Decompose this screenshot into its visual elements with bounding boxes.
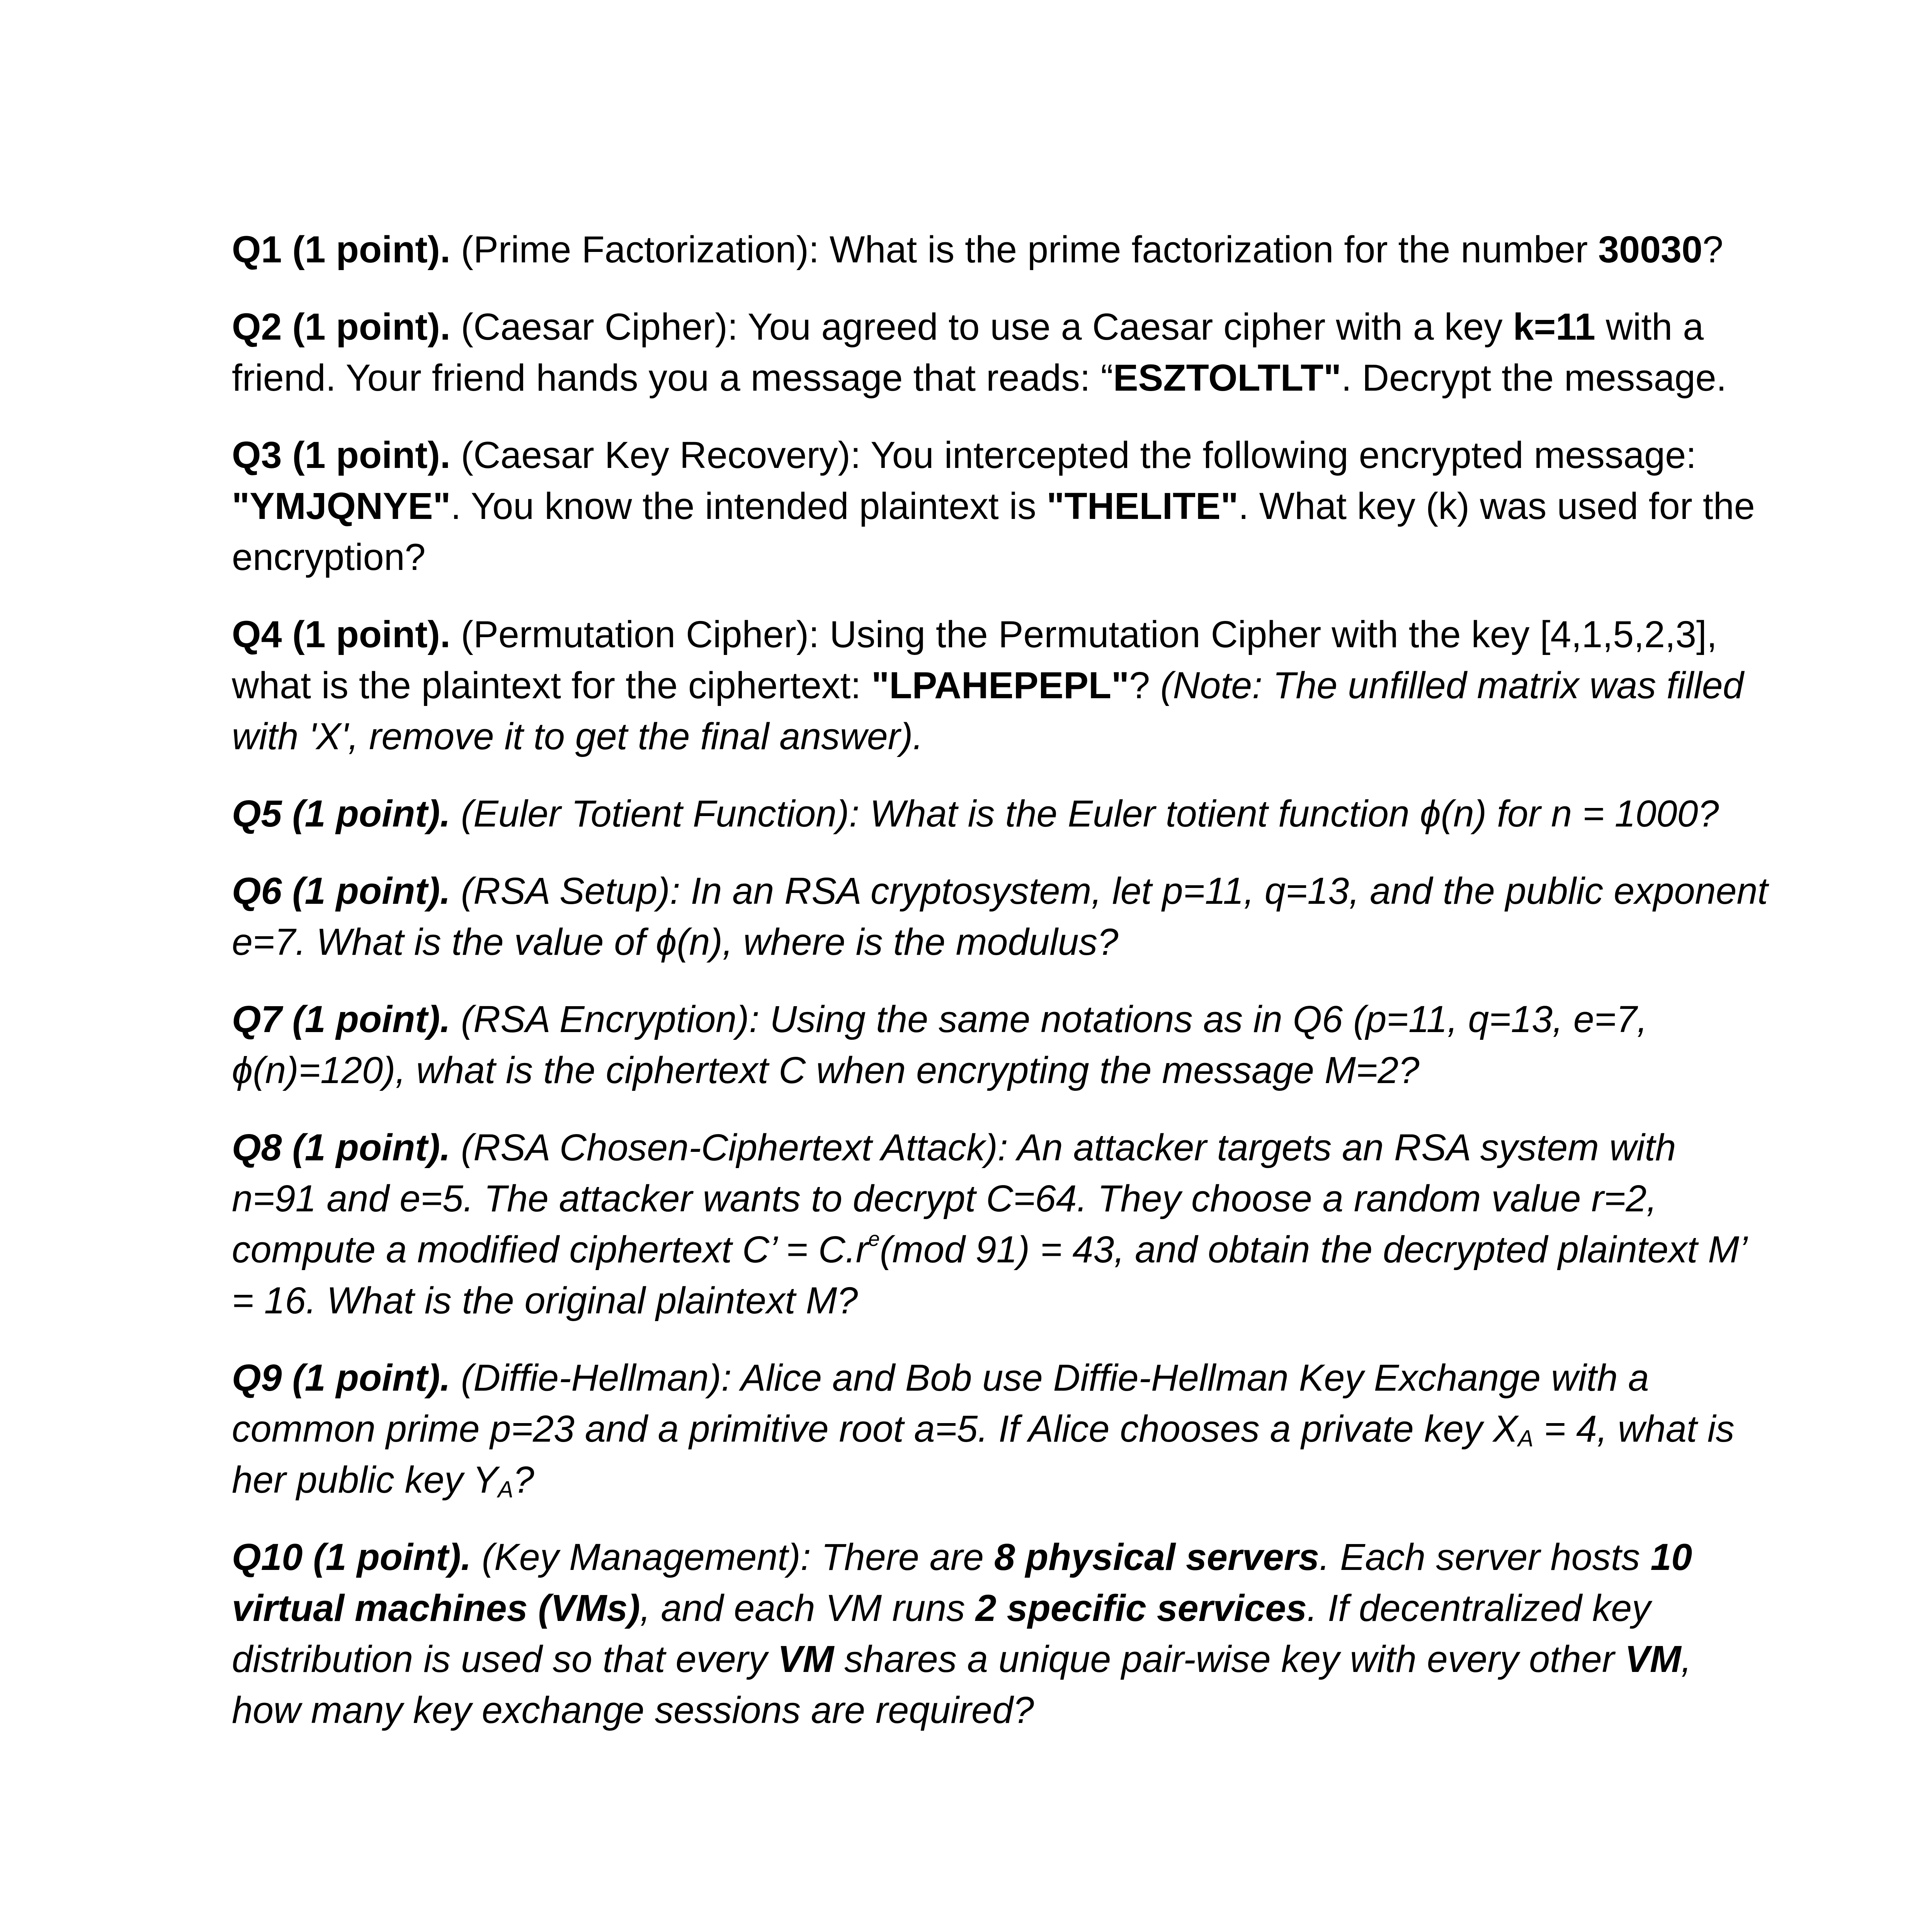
question-note: (Note: The unfilled matrix was filled with 'X', remove it to get the final answer).	[232, 664, 1744, 757]
question-text: . If decentralized key distribution is used so that every	[232, 1587, 1651, 1680]
question-text: : There are	[800, 1536, 994, 1578]
question-text: . You know the intended plaintext is	[451, 485, 1047, 527]
question-text: (mod 91) = 43, and obtain the decrypted plaintext M’ = 16. What is the original plaintext M?	[232, 1228, 1746, 1321]
question-text: : Using the Permutation Cipher with the key [4,1,5,2,3], what is the plaintext for the ciphertext:	[232, 613, 1717, 706]
question-4	[232, 609, 1770, 762]
question-text: . Decrypt the message.	[1341, 357, 1727, 399]
question-label: Q7 (1 point).	[232, 998, 451, 1040]
question-emphasis: 8 physical servers	[994, 1536, 1320, 1578]
question-label: Q4 (1 point).	[232, 613, 451, 655]
question-emphasis: 2 specific services	[975, 1587, 1307, 1629]
question-label: Q1 (1 point).	[232, 228, 451, 270]
question-text: . Each server hosts	[1319, 1536, 1651, 1578]
question-ciphertext: "LPAHEPEPL"	[871, 664, 1129, 706]
question-topic: (Caesar Cipher)	[461, 306, 728, 348]
question-10	[232, 1532, 1770, 1736]
question-text: : An attacker targets an RSA system with n=91 and e=5. The attacker wants to decrypt C=64. They choose a random value r=2, compute a modified ciphertext C’ = C.r	[232, 1126, 1676, 1270]
question-3	[232, 430, 1770, 583]
question-ciphertext: ESZTOLTLT"	[1113, 357, 1342, 399]
question-7	[232, 994, 1770, 1096]
question-text: : What is the prime factorization for the number	[808, 228, 1599, 270]
question-text: : You agreed to use a Caesar cipher with a key	[727, 306, 1513, 348]
question-label: Q9 (1 point).	[232, 1357, 451, 1399]
question-2	[232, 301, 1770, 403]
question-number: 30030	[1598, 228, 1702, 270]
subscript: A	[498, 1476, 514, 1503]
subscript: A	[1518, 1425, 1534, 1452]
question-label: Q6 (1 point).	[232, 870, 451, 912]
question-text: , and each VM runs	[640, 1587, 976, 1629]
question-text: with a friend. Your friend hands you a message that reads: “	[232, 306, 1704, 399]
question-topic: (Prime Factorization)	[461, 228, 809, 270]
question-topic: (Euler Totient Function)	[461, 793, 849, 835]
question-text: ?	[513, 1459, 534, 1501]
question-topic: (Key Management)	[481, 1536, 801, 1578]
question-topic: (Diffie-Hellman)	[461, 1357, 721, 1399]
question-text: = 4, what is her public key Y	[232, 1408, 1735, 1501]
question-6	[232, 866, 1770, 968]
question-8	[232, 1122, 1770, 1326]
question-text: : You intercepted the following encrypted message:	[850, 434, 1697, 476]
question-label: Q5 (1 point).	[232, 793, 451, 835]
question-text: ?	[1129, 664, 1161, 706]
question-label: Q3 (1 point).	[232, 434, 451, 476]
question-text: ?	[1702, 228, 1723, 270]
question-ciphertext: "YMJQNYE"	[232, 485, 451, 527]
question-topic: (RSA Encryption)	[461, 998, 749, 1040]
question-text: , how many key exchange sessions are required?	[232, 1638, 1692, 1731]
question-9	[232, 1352, 1770, 1505]
question-1	[232, 224, 1770, 275]
question-emphasis: 10 virtual machines (VMs)	[232, 1536, 1692, 1629]
question-label: Q10 (1 point).	[232, 1536, 471, 1578]
question-5	[232, 788, 1770, 839]
question-topic: (Caesar Key Recovery)	[461, 434, 850, 476]
question-emphasis: VM	[1625, 1638, 1681, 1680]
question-topic: (Permutation Cipher)	[461, 613, 809, 655]
question-label: Q2 (1 point).	[232, 306, 451, 348]
exponent: e	[868, 1228, 880, 1251]
question-text: shares a unique pair-wise key with every other	[834, 1638, 1625, 1680]
question-text: : What is the Euler totient function ϕ(n) for n = 1000?	[849, 793, 1719, 835]
question-label: Q8 (1 point).	[232, 1126, 451, 1168]
question-text: : Alice and Bob use Diffie-Hellman Key Exchange with a common prime p=23 and a primitive root a=5. If Alice chooses a private key X	[232, 1357, 1649, 1450]
question-key: k=11	[1513, 306, 1595, 348]
question-text: . What key (k) was used for the encryption?	[232, 485, 1755, 578]
question-emphasis: VM	[777, 1638, 834, 1680]
question-plaintext: "THELITE"	[1046, 485, 1238, 527]
question-topic: (RSA Chosen-Ciphertext Attack)	[461, 1126, 998, 1168]
question-topic: (RSA Setup)	[461, 870, 670, 912]
question-text: : Using the same notations as in Q6 (p=11, q=13, e=7, ϕ(n)=120), what is the ciphertext C when encrypting the message M=2?	[232, 998, 1648, 1091]
question-list	[232, 224, 1770, 1762]
question-text: : In an RSA cryptosystem, let p=11, q=13, and the public exponent e=7. What is the value of ϕ(n), where is the modulus?	[232, 870, 1768, 963]
